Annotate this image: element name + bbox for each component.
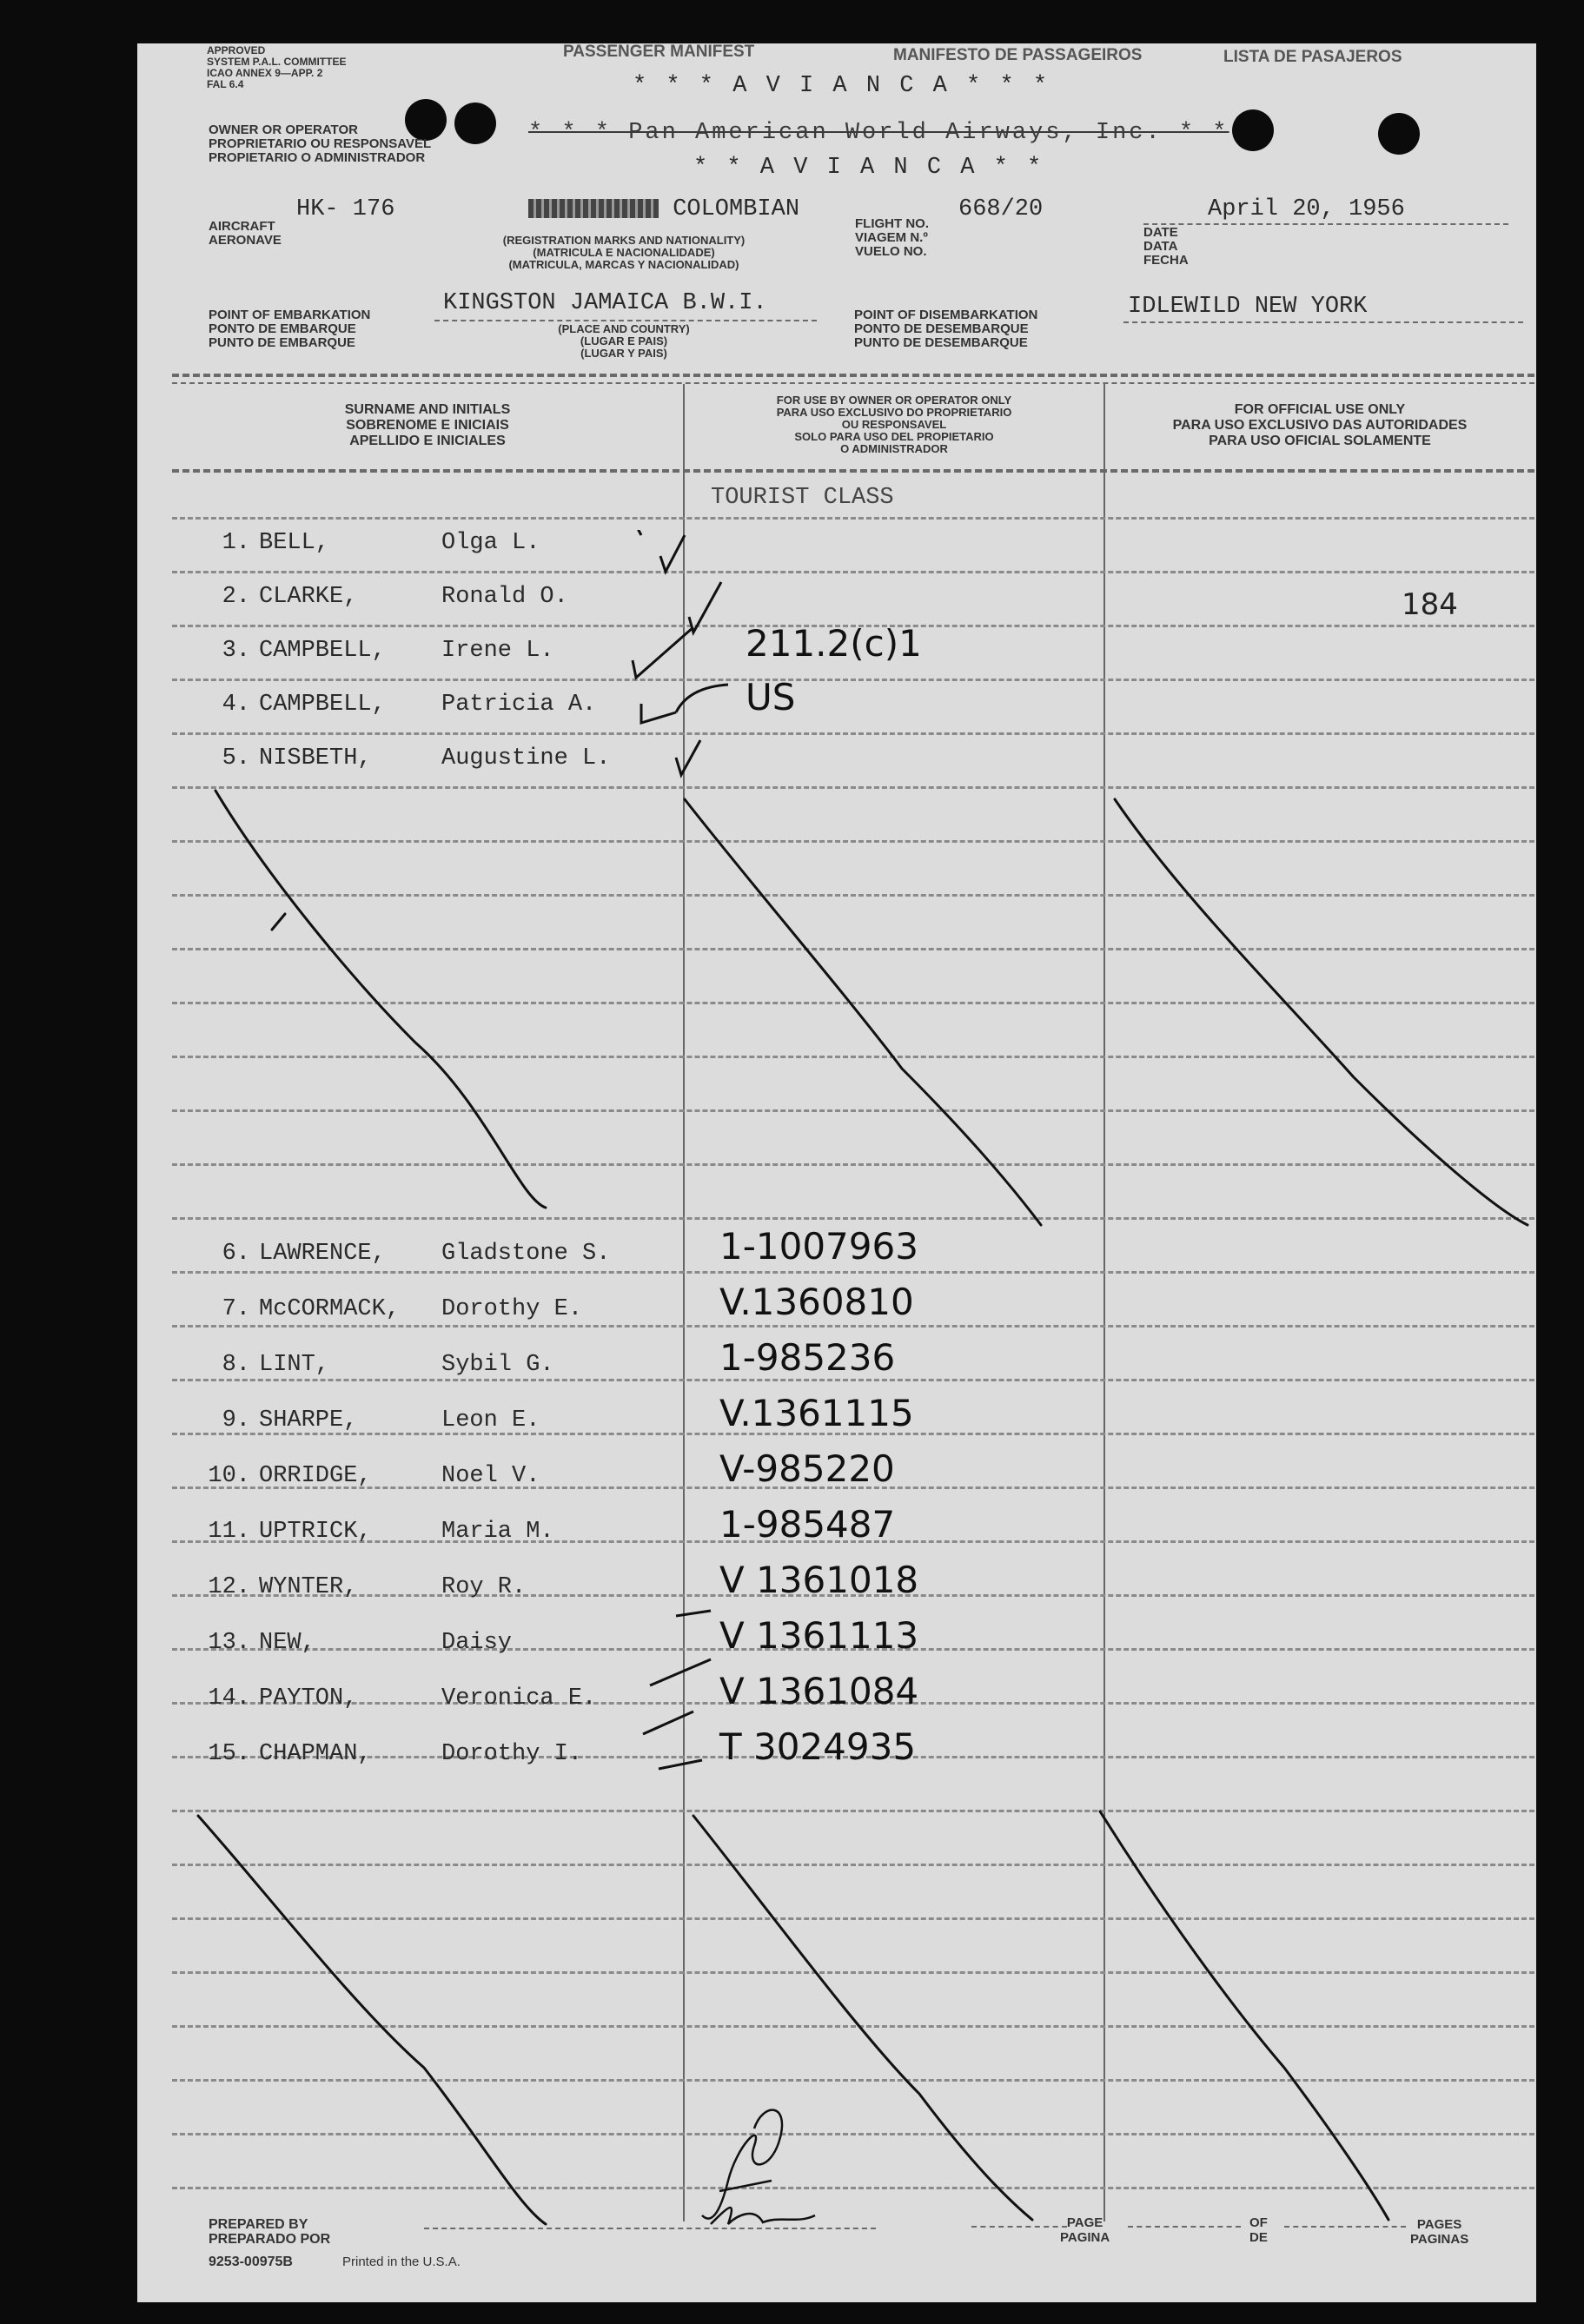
owner-label: OWNER OR OPERATOR PROPRIETARIO OU RESPONSAVEL PROPIETARIO O ADMINISTRADOR	[209, 122, 432, 165]
passenger-number: 6.	[222, 1241, 250, 1267]
pages-label: PAGES PAGINAS	[1410, 2217, 1469, 2247]
date-label: DATE DATA FECHA	[1143, 225, 1189, 268]
page-label: PAGE PAGINA	[1060, 2215, 1110, 2245]
title-en: PASSENGER MANIFEST	[563, 43, 755, 61]
prepared-label: PREPARED BY PREPARADO POR	[209, 2217, 331, 2247]
handwritten-note: V.1360810	[719, 1281, 914, 1323]
passenger-surname: LINT,	[259, 1352, 330, 1378]
flight-value: 668/20	[958, 196, 1044, 222]
passenger-surname: NEW,	[259, 1630, 315, 1656]
form-number: 9253-00975B	[209, 2254, 293, 2269]
passenger-number: 4.	[222, 692, 250, 718]
date-value: April 20, 1956	[1208, 196, 1405, 222]
disembark-value: IDLEWILD NEW YORK	[1128, 294, 1368, 320]
passenger-given-name: Daisy	[441, 1630, 513, 1656]
passenger-given-name: Dorothy I.	[441, 1741, 583, 1767]
passenger-surname: LAWRENCE,	[259, 1241, 386, 1267]
passenger-surname: CLARKE,	[259, 584, 358, 610]
handwritten-note: 211.2(c)1	[746, 622, 922, 665]
passenger-given-name: Roy R.	[441, 1574, 527, 1600]
handwritten-note: V 1361084	[719, 1670, 919, 1712]
passenger-surname: SHARPE,	[259, 1407, 358, 1433]
aircraft-value: HK- 176	[296, 196, 395, 222]
embark-label: POINT OF EMBARKATION PONTO DE EMBARQUE PUNTO DE EMBARQUE	[209, 308, 371, 350]
passenger-given-name: Sybil G.	[441, 1352, 554, 1378]
passenger-given-name: Dorothy E.	[441, 1296, 583, 1322]
passenger-given-name: Olga L.	[441, 530, 540, 556]
cancel-strokes	[137, 43, 1536, 2302]
passenger-number: 7.	[222, 1296, 250, 1322]
airline-line-1: * * * A V I A N C A * * *	[633, 73, 1050, 99]
handwritten-note: V-985220	[719, 1447, 895, 1490]
handwritten-note: V.1361115	[719, 1392, 914, 1434]
passenger-given-name: Augustine L.	[441, 745, 611, 771]
owner-struck-value: * * * Pan American World Airways, Inc. * *	[528, 120, 1229, 146]
passenger-surname: UPTRICK,	[259, 1519, 372, 1545]
passenger-number: 13.	[208, 1630, 250, 1656]
disembark-label: POINT OF DISEMBARKATION PONTO DE DESEMBARQUE PUNTO DE DESEMBARQUE	[854, 308, 1038, 350]
handwritten-note: 1-985487	[719, 1503, 896, 1546]
passenger-surname: McCORMACK,	[259, 1296, 401, 1322]
title-es: LISTA DE PASAJEROS	[1223, 48, 1402, 66]
col-operator-header: FOR USE BY OWNER OR OPERATOR ONLY PARA USO EXCLUSIVO DO PROPRIETARIO OU RESPONSAVEL SOLO PARA USO DEL PROPIETARIO O ADMINISTRADOR	[776, 394, 1012, 455]
passenger-number: 8.	[222, 1352, 250, 1378]
handwritten-note: V 1361113	[719, 1614, 919, 1657]
nationality-labels: (REGISTRATION MARKS AND NATIONALITY) (MATRICULA E NACIONALIDADE) (MATRICULA, MARCAS Y NACIONALIDAD)	[502, 234, 746, 271]
passenger-surname: BELL,	[259, 530, 330, 556]
passenger-number: 14.	[208, 1685, 250, 1712]
col-surname-header: SURNAME AND INITIALS SOBRENOME E INICIAIS APELLIDO E INICIALES	[344, 402, 511, 448]
manifest-sheet	[137, 43, 1536, 2302]
printed-in: Printed in the U.S.A.	[342, 2254, 461, 2269]
passenger-given-name: Irene L.	[441, 638, 554, 664]
handwritten-note: V 1361018	[719, 1559, 919, 1601]
title-pt: MANIFESTO DE PASSAGEIROS	[893, 46, 1143, 64]
official-number: 184	[1402, 587, 1458, 622]
passenger-given-name: Veronica E.	[441, 1685, 597, 1712]
embark-sub: (PLACE AND COUNTRY) (LUGAR E PAIS) (LUGAR Y PAIS)	[558, 322, 690, 360]
prepared-underline	[424, 2228, 876, 2229]
passenger-given-name: Maria M.	[441, 1519, 554, 1545]
aircraft-label: AIRCRAFT AERONAVE	[209, 219, 282, 248]
passenger-surname: ORRIDGE,	[259, 1463, 372, 1489]
page-underline	[971, 2226, 1067, 2228]
handwritten-note: US	[746, 676, 796, 718]
passenger-given-name: Gladstone S.	[441, 1241, 611, 1267]
passenger-surname: NISBETH,	[259, 745, 372, 771]
passenger-given-name: Ronald O.	[441, 584, 568, 610]
passenger-number: 1.	[222, 530, 250, 556]
passenger-surname: PAYTON,	[259, 1685, 358, 1712]
registration-strikeout: COLOMBIAN	[528, 196, 799, 222]
passenger-number: 12.	[208, 1574, 250, 1600]
col-official-header: FOR OFFICIAL USE ONLY PARA USO EXCLUSIVO DAS AUTORIDADES PARA USO OFICIAL SOLAMENTE	[1172, 402, 1468, 448]
airline-line-2: * * A V I A N C A * *	[693, 155, 1044, 181]
passenger-given-name: Patricia A.	[441, 692, 597, 718]
of-underline	[1128, 2226, 1241, 2228]
passenger-number: 9.	[222, 1407, 250, 1433]
passenger-surname: CHAPMAN,	[259, 1741, 372, 1767]
handwritten-note: 1-985236	[719, 1336, 896, 1379]
passenger-surname: CAMPBELL,	[259, 638, 386, 664]
passenger-surname: CAMPBELL,	[259, 692, 386, 718]
passenger-number: 10.	[208, 1463, 250, 1489]
passenger-number: 2.	[222, 584, 250, 610]
passenger-surname: WYNTER,	[259, 1574, 358, 1600]
passenger-number: 11.	[208, 1519, 250, 1545]
flight-label: FLIGHT NO. VIAGEM N.º VUELO NO.	[855, 216, 929, 259]
embark-value: KINGSTON JAMAICA B.W.I.	[443, 290, 767, 316]
approval-block: APPROVED SYSTEM P.A.L. COMMITTEE ICAO ANNEX 9—APP. 2 FAL 6.4	[207, 44, 347, 90]
class-label: TOURIST CLASS	[711, 485, 894, 511]
passenger-number: 3.	[222, 638, 250, 664]
passenger-number: 5.	[222, 745, 250, 771]
pages-underline	[1284, 2226, 1406, 2228]
handwritten-note: T 3024935	[719, 1725, 917, 1768]
of-label: OF DE	[1249, 2215, 1268, 2245]
signature	[676, 2094, 850, 2250]
passenger-given-name: Noel V.	[441, 1463, 540, 1489]
passenger-given-name: Leon E.	[441, 1407, 540, 1433]
handwritten-note: 1-1007963	[719, 1225, 918, 1268]
passenger-number: 15.	[208, 1741, 250, 1767]
